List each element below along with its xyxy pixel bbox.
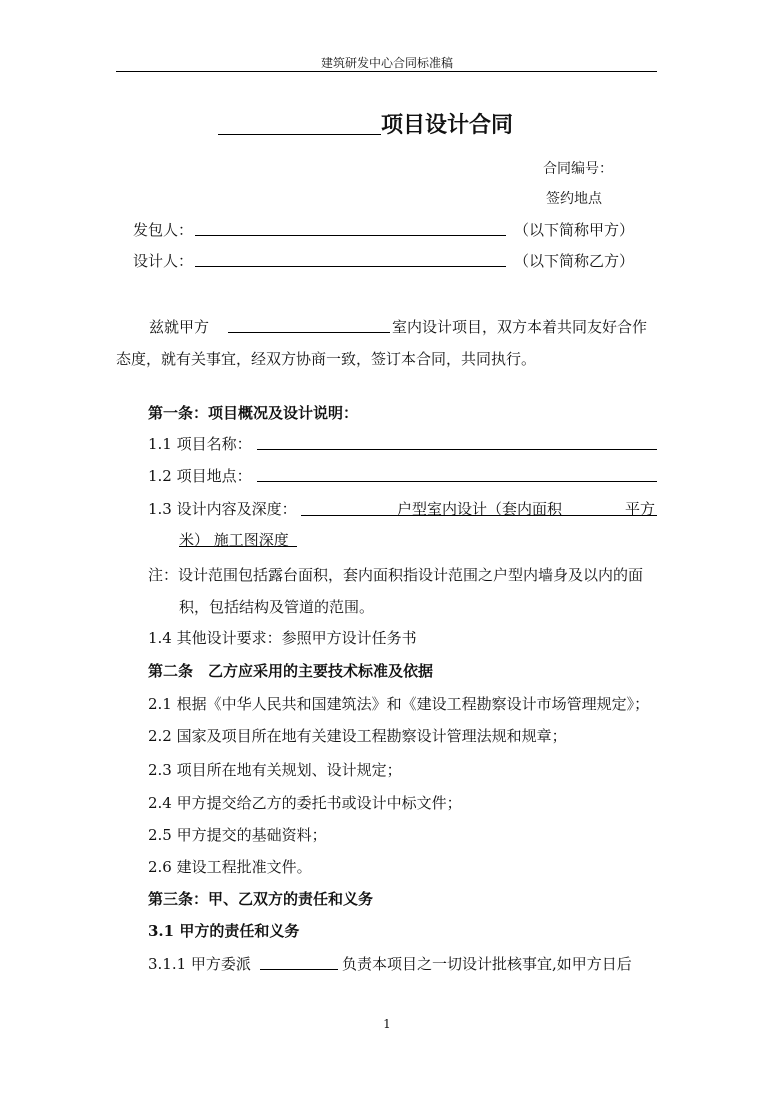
party-b-fill-line[interactable] [195,266,506,267]
title-blank-line [218,112,381,135]
item-2-6: 2.6 建设工程批准文件。 [148,858,312,876]
item-2-1: 2.1 根据《中华人民共和国建筑法》和《建设工程勘察设计市场管理规定》； [148,695,650,713]
note-line-2: 积，包括结构及管道的范围。 [179,598,375,616]
intro-suffix: 室内设计项目，双方本着共同友好合作 [392,318,648,336]
item-1-4: 1.4 其他设计要求：参照甲方设计任务书 [148,629,417,647]
party-a-fill-line[interactable] [195,235,506,236]
item-2-2: 2.2 国家及项目所在地有关建设工程勘察设计管理法规和规章； [148,727,567,745]
party-b-label: 设计人： [133,252,194,270]
item-3-1-1-suffix: 负责本项目之一切设计批核事宜,如甲方日后 [342,955,632,973]
item-2-3: 2.3 项目所在地有关规划、设计规定； [148,761,402,779]
party-a-note: （以下简称甲方） [514,221,635,239]
item-1-3-text-b: 平方 [625,500,656,518]
project-location-fill-line[interactable] [257,481,657,482]
delegate-fill-line[interactable] [260,969,338,970]
item-1-3-text-c: 米） 施工图深度 [179,531,289,549]
article-2-heading: 第二条 乙方应采用的主要技术标准及依据 [148,662,434,680]
party-a-label: 发包人： [133,221,194,239]
signing-place-label: 签约地点 [546,191,602,207]
note-line-1: 注：设计范围包括露台面积，套内面积指设计范围之户型内墙身及以内的面 [148,566,644,584]
item-1-2-label: 1.2 项目地点： [148,467,252,485]
page-number: 1 [383,1017,391,1031]
item-1-3-text-a: 户型室内设计（套内面积 [397,500,563,518]
item-1-3-label: 1.3 设计内容及深度： [148,500,297,518]
article-1-heading: 第一条：项目概况及设计说明： [148,404,359,422]
item-1-1-label: 1.1 项目名称： [148,435,252,453]
intro-project-fill-line[interactable] [228,332,390,333]
design-content-fill-line-2[interactable] [179,546,297,547]
document-title [218,108,513,139]
item-3-1-1-prefix: 3.1.1 甲方委派 [148,955,251,973]
intro-line-2: 态度，就有关事宜，经双方协商一致，签订本合同，共同执行。 [116,350,537,368]
item-2-5: 2.5 甲方提交的基础资料； [148,826,327,844]
item-2-4: 2.4 甲方提交给乙方的委托书或设计中标文件； [148,794,462,812]
title-text: 项目设计合同 [381,112,514,138]
contract-number-label: 合同编号： [543,161,613,177]
article-3-heading: 第三条：甲、乙双方的责任和义务 [148,890,374,908]
intro-prefix: 兹就甲方 [149,318,210,336]
party-b-note: （以下简称乙方） [514,252,635,270]
project-name-fill-line[interactable] [257,449,657,450]
header-divider [116,71,657,72]
article-3-1-heading: 3.1 甲方的责任和义务 [148,922,300,940]
running-header: 建筑研发中心合同标准稿 [320,56,453,70]
